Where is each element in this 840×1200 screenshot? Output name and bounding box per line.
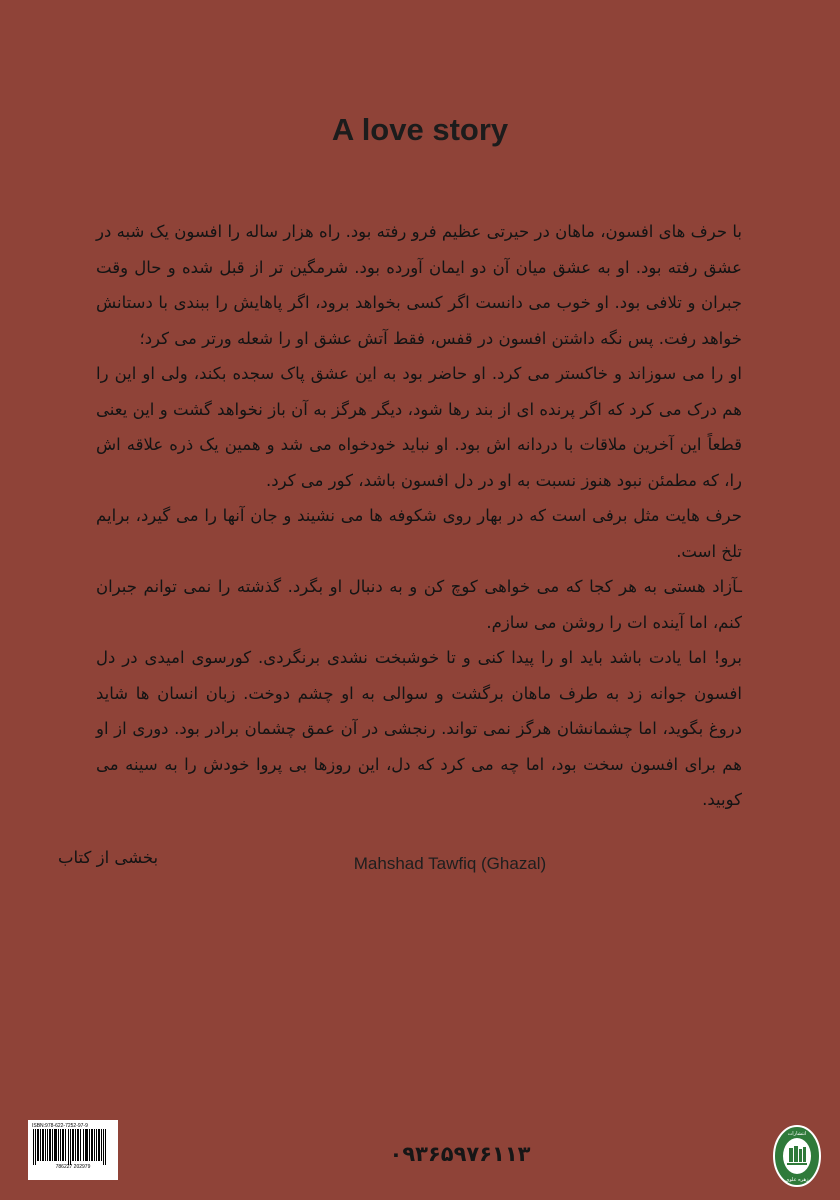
phone-number: ۰۹۳۶۵۹۷۶۱۱۳ — [389, 1142, 531, 1166]
excerpt-paragraph-4: ـآزاد هستی به هر کجا که می خواهی کوچ کن و به دنبال او بگرد. گذشته را نمی توانم جبران کنم، اما آینده ات را روشن می سازم. — [96, 577, 742, 632]
publisher-name-top: انتشارات — [787, 1131, 807, 1137]
author-name: Mahshad Tawfiq (Ghazal) — [353, 854, 547, 873]
barcode-bars-icon — [32, 1129, 114, 1169]
excerpt-paragraph-1: با حرف های افسون، ماهان در حیرتی عظیم فرو رفته بود. راه هزار ساله را افسون یک شبه در عشق رفته بود. او به عشق میان آن دو ایمان آورده بود. شرمگین تر از قبل شده و حال وقت جبران و تلافی بود. او خوب می دانست اگر کسی بخواهد برود، اگر پاهایش را ببندی با دستانش خواهد رفت. پس نگه داشتن افسون در قفس، فقط آتش عشق او را شعله ورتر می کرد؛ — [96, 222, 742, 348]
book-title: A love story — [331, 112, 509, 147]
barcode-digits: 786227 202979 — [55, 1164, 91, 1169]
isbn-barcode — [28, 1120, 118, 1180]
excerpt-paragraph-3: حرف هایت مثل برفی است که در بهار روی شکوفه ها می نشیند و جان آنها را می گیرد، برایم تلخ است. — [96, 506, 742, 561]
excerpt-paragraph-5: برو! اما یادت باشد باید او را پیدا کنی و تا خوشبخت نشدی برنگردی. کورسوی امیدی در دل افسون جوانه زد به طرف ماهان برگشت و سوالی به او چشم دوخت. زبان انسان ها شاید دروغ بگوید، اما چشمانشان هرگز نمی تواند. رنجشی در آن عمق چشمان برادر بود. دوری از او هم برای افسون سخت بود، اما چه می کرد که دل، این روزها بی پروا خودش را به سینه می کوبید. — [96, 648, 742, 809]
publisher-bookshelf-icon — [772, 1124, 822, 1188]
publisher-logo — [772, 1124, 822, 1188]
book-excerpt — [96, 214, 742, 818]
isbn-number: ISBN:978-622-7252-97-9 — [32, 1123, 88, 1129]
publisher-name-bottom: زهره علوی — [785, 1177, 809, 1183]
excerpt-paragraph-2: او را می سوزاند و خاکستر می کرد. او حاضر بود به این عشق پاک سجده بکند، ولی او این را هم درک می کرد که اگر پرنده ای از بند رها شود، دیگر هرگز به آن باز نخواهد گشت و این یعنی قطعاً این آخرین ملاقات با دردانه اش بود. او نباید خودخواه می شد و همین یک ذره علاقه اش را، که مطمئن نبود هنوز نسبت به او در دل افسون باشد، کور می کرد. — [96, 364, 742, 490]
excerpt-label: بخشی از کتاب — [58, 848, 159, 867]
